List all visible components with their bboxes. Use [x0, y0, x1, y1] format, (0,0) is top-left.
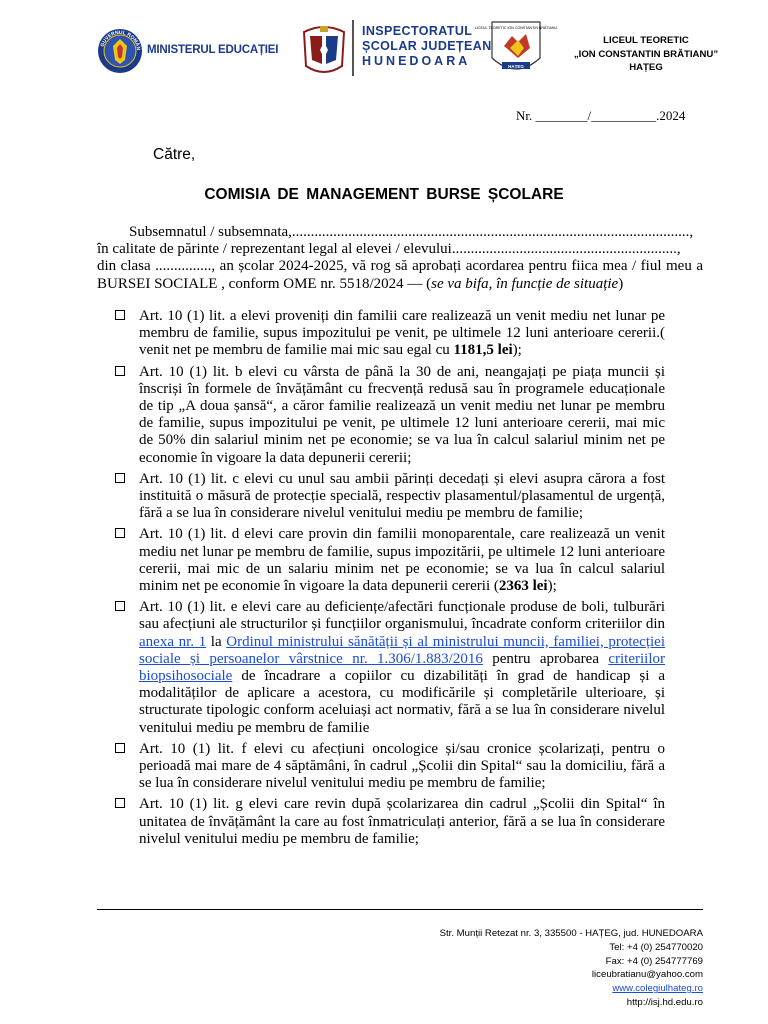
list-item: Art. 10 (1) lit. c elevi cu unul sau ambii părinți decedați și elevi asupra cărora a fost instituită o măsură de protecție specială, respectiv plasamentul/plasamentul de urgență, fără a se lua în considerare nivelul venitului mediu pe membru de familie;	[114, 471, 665, 523]
checkbox-lit-g[interactable]	[115, 798, 125, 808]
header-divider	[352, 20, 354, 76]
checkbox-lit-c[interactable]	[115, 473, 125, 483]
school-name	[556, 34, 736, 75]
footer-address: Str. Munții Retezat nr. 3, 335500 - HAȚEG, jud. HUNEDOARA	[439, 928, 703, 939]
addressee-label: Către,	[153, 146, 196, 163]
isj-line-3: HUNEDOARA	[362, 54, 471, 68]
footer-isj-url: http://isj.hd.edu.ro	[626, 996, 703, 1008]
request-paragraph	[97, 224, 703, 293]
isj-emblem-icon	[298, 20, 350, 78]
footer-contact	[440, 927, 703, 1010]
isj-name	[362, 24, 492, 69]
ministry-name: MINISTERUL EDUCAȚIEI	[147, 44, 279, 56]
checkbox-lit-d[interactable]	[115, 528, 125, 538]
school-line-3: HAȚEG	[629, 62, 663, 73]
annex-link[interactable]: anexa nr. 1	[139, 633, 207, 650]
letterhead	[0, 12, 768, 92]
list-item: Art. 10 (1) lit. f elevi cu afecțiuni oncologice și/sau cronice școlarizați, pentru o perioadă mai mare de 4 săptămâni, în cadrul „Școlii din Spital“ sau la domiciliu, fără a se lua în considerare nivelul venitului mediu pe membru de familie;	[114, 741, 665, 793]
svg-text:LICEUL TEORETIC ION CONSTANTIN: LICEUL TEORETIC ION CONSTANTIN BRĂTIANU	[474, 26, 558, 30]
intro-line-3: din clasa ..............., an școlar 2024-2025, vă rog să aprobați acordarea pentru fiica mea / fiul meu a BURSEI SOCIALE , conform OME nr. 5518/2024 — (se va bifa, în funcție de situație)	[97, 258, 703, 292]
footer-tel: Tel: +4 (0) 254770020	[609, 941, 703, 953]
list-item: Art. 10 (1) lit. g elevi care revin după școlarizarea din cadrul „Școlii din Spital“ în unitatea de învățământ la care au fost înmatriculați anterior, fără a se lua în considerare nivelul venitului mediu pe membru de familie;	[114, 796, 665, 848]
eligibility-checklist	[114, 308, 665, 852]
footer-website-link[interactable]: www.colegiulhateg.ro	[612, 983, 703, 995]
school-line-2: „ION CONSTANTIN BRĂTIANU”	[573, 48, 719, 60]
criteria-link[interactable]: criteriilor biopsihosociale	[139, 650, 665, 685]
footer-fax: Fax: +4 (0) 254777769	[605, 955, 703, 967]
school-line-1: LICEUL TEORETIC	[603, 35, 689, 46]
list-item: Art. 10 (1) lit. d elevi care provin din familii monoparentale, care realizează un venit mediu net lunar pe membru de familie, supus impozitării, pe ultimele 12 luni anterioare cererii, mai mic de un salariu minim net pe economie; se va lua în calcul salariul minim net pe economie în vigoare la data depunerii cererii (2363 lei);	[114, 526, 665, 595]
list-item: Art. 10 (1) lit. e elevi care au deficiențe/afectări funcționale produse de boli, tulburări sau afecțiuni ale structurilor și funcțiilor organismului, încadrate conform criteriilor din anexa nr. 1 la Ordinul ministrului sănătății și al ministrului muncii, familiei, protecției sociale și persoanelor vârstnice nr. 1.306/1.883/2016 pentru aprobarea criteriilor biopsihosociale de încadrare a copiilor cu dizabilități în grad de handicap și a modalităților de aplicare a acestora, cu modificările și completările ulterioare, și structurate tipologic conform aceluiași act normativ, fără a se lua în considerare nivelul venitului mediu pe membru de familie	[114, 599, 665, 737]
checkbox-lit-b[interactable]	[115, 366, 125, 376]
isj-line-2: ȘCOLAR JUDEȚEAN	[362, 39, 492, 53]
document-title: COMISIA DE MANAGEMENT BURSE ȘCOLARE	[204, 186, 564, 203]
checkbox-lit-f[interactable]	[115, 743, 125, 753]
footer-divider	[97, 909, 703, 910]
intro-line-2: în calitate de părinte / reprezentant legal al elevei / elevului............................................................,	[97, 241, 681, 258]
svg-text:GUVERNUL ROMÂNIEI: GUVERNUL ROMÂN	[99, 29, 142, 51]
list-item: Art. 10 (1) lit. b elevi cu vârsta de până la 30 de ani, neangajați pe piața muncii și înscriși în formele de învățământ cu frecvență redusă sau în programele educaționale de tip „A doua șansă“, a căror familie realizează un venit mediu net lunar pe membru de familie, supus impozitului pe venit, pe ultimele 12 luni anterioare cererii, mai mic de 50% din salariul minim net pe economie; se va lua în calcul salariul minim net pe economie în vigoare la data depunerii cererii;	[114, 364, 665, 467]
isj-line-1: INSPECTORATUL	[362, 24, 473, 38]
seal-ring-text	[97, 22, 143, 80]
school-crest-icon	[474, 18, 558, 82]
svg-text:HAȚEG: HAȚEG	[508, 64, 524, 69]
registration-number: Nr. ________/__________.2024	[516, 108, 686, 123]
footer-email: liceubratianu@yahoo.com	[591, 969, 703, 981]
list-item: Art. 10 (1) lit. a elevi proveniți din familii care realizează un venit mediu net lunar pe membru de familie, supus impozitului pe venit, pe ultimele 12 luni anterioare cererii.( venit net pe membru de familie mai mic sau egal cu 1181,5 lei);	[114, 308, 665, 360]
checkbox-lit-e[interactable]	[115, 601, 125, 611]
order-link[interactable]: Ordinul ministrului sănătății și al ministrului muncii, familiei, protecției sociale și persoanelor vârstnice nr. 1.306/1.883/2016	[139, 633, 665, 667]
checkbox-lit-a[interactable]	[115, 310, 125, 320]
intro-line-1: Subsemnatul / subsemnata,..........................................................................................................,	[129, 224, 694, 240]
